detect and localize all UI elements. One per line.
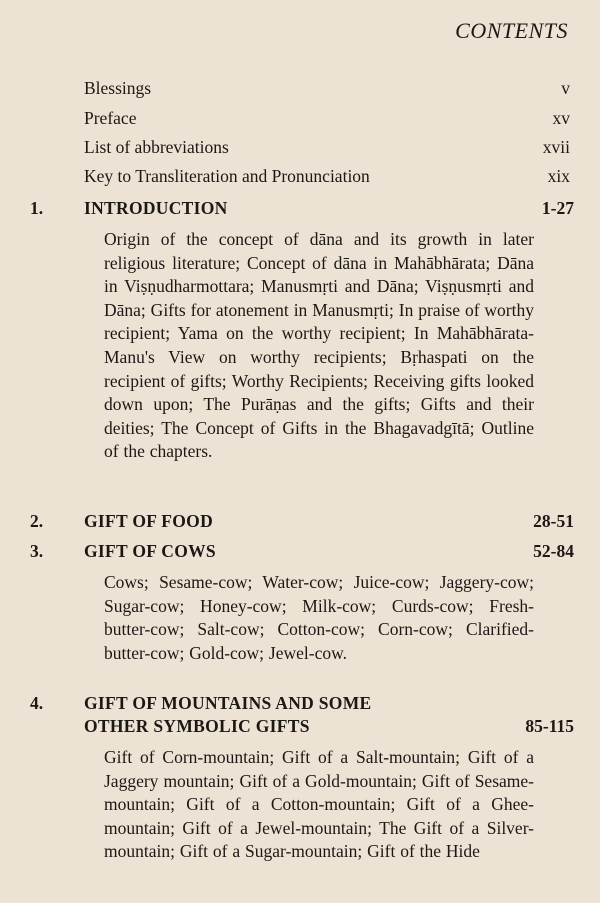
chapter-description: Gift of Corn-mountain; Gift of a Salt-mountain; Gift of a Jaggery mountain; Gift of a Gold-mountain; Gift of Sesame-mountain; Gift of a Cotton-mountain; Gift of a Ghee-mountain; Gift of a Jewel-mountain; The Gift of a Silver-mountain; Gift of a Sugar-mountain; Gift of the Hide [104,747,534,862]
entry-page: xv [552,108,570,128]
chapter-heading [30,541,574,562]
entry-page: v [561,78,570,98]
entry-label: List of abbreviations [84,137,229,157]
chapter-title: GIFT OF COWS [84,541,216,561]
chapter-number: 1. [30,198,44,218]
chapter-heading [30,198,574,219]
front-matter-entry [84,78,570,99]
chapter-number: 4. [30,693,44,713]
front-matter-entry [84,108,570,129]
chapter-pages: 1-27 [541,198,574,218]
front-matter-entry [84,166,570,187]
entry-page: xix [547,166,570,186]
chapter-number: 2. [30,511,44,531]
chapter-pages: 52-84 [533,541,574,561]
chapter-heading-continued [30,716,574,737]
chapter-title-line2: OTHER SYMBOLIC GIFTS [84,716,310,736]
chapter-heading [30,693,574,714]
entry-label: Key to Transliteration and Pronunciation [84,166,370,186]
entry-label: Blessings [84,78,152,98]
chapter-description: Origin of the concept of dāna and its growth in later religious literature; Concept of dāna in Mahābhārata; Dāna in Viṣṇudharmottara; Manusmṛti and Dāna; Viṣṇusmṛti and Dāna; Gifts for atonement in Manusmṛti; In praise of worthy recipient; Yama on the worthy recipient; In Mahābhārata-Manu's View on worthy recipients; Bṛhaspati on the recipient of gifts; Worthy Recipients; Receiving gifts looked down upon; The Purāṇas and the gifts; Gifts and their deities; The Concept of Gifts in the Bhagavadgītā; Outline of the chapters. [104,229,534,462]
front-matter-entry [84,137,570,158]
chapter-title: GIFT OF MOUNTAINS AND SOME [84,693,372,713]
chapter-title: GIFT OF FOOD [84,511,214,531]
entry-label: Preface [84,108,137,128]
chapter-pages: 28-51 [533,511,574,531]
chapter-description: Cows; Sesame-cow; Water-cow; Juice-cow; Jaggery-cow; Sugar-cow; Honey-cow; Milk-cow; Curds-cow; Fresh-butter-cow; Salt-cow; Cotton-cow; Corn-cow; Clarified-butter-cow; Gold-cow; Jewel-cow. [104,572,534,663]
chapter-title: INTRODUCTION [84,198,228,218]
chapter-heading [30,511,574,532]
chapter-number: 3. [30,541,44,561]
entry-page: xvii [542,137,570,157]
page-heading: CONTENTS [455,18,568,43]
chapter-pages: 85-115 [525,716,574,736]
